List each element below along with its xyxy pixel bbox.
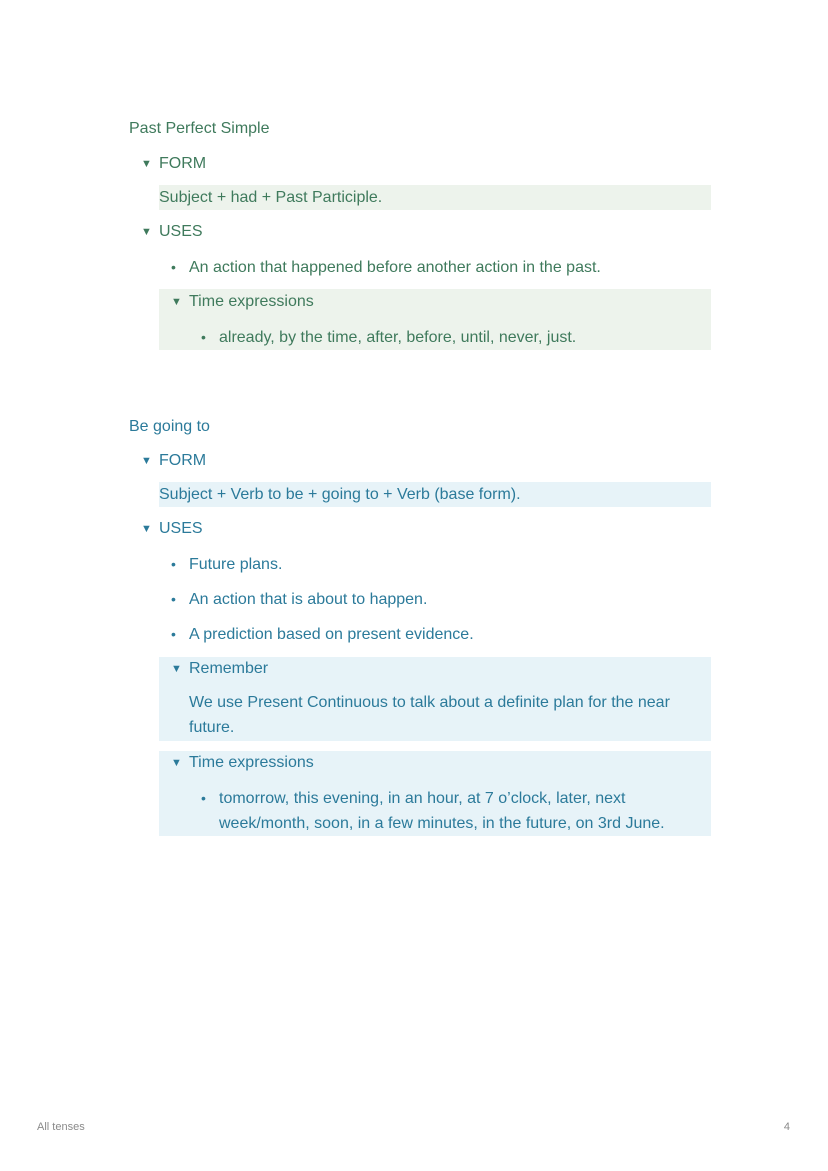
list-item	[171, 622, 709, 647]
toggle-form-past-perfect[interactable]	[141, 154, 206, 174]
list-item-text: tomorrow, this evening, in an hour, at 7 o’clock, later, next week/month, soon, in a few minutes, in the future, on 3rd June.	[219, 790, 665, 832]
section-title-going-to: Be going to	[129, 418, 210, 435]
list-item	[171, 255, 709, 280]
toggle-label: FORM	[159, 155, 207, 172]
bullet-icon: •	[171, 591, 176, 607]
list-item	[201, 325, 709, 350]
list-item	[201, 786, 704, 836]
list-item	[171, 552, 709, 577]
toggle-label: FORM	[159, 452, 207, 469]
triangle-down-icon: ▼	[141, 158, 152, 170]
triangle-down-icon: ▼	[171, 757, 182, 769]
toggle-form-going-to[interactable]	[141, 451, 206, 471]
bullet-icon: •	[171, 556, 176, 572]
triangle-down-icon: ▼	[141, 523, 152, 535]
triangle-down-icon: ▼	[141, 226, 152, 238]
toggle-label: Time expressions	[189, 293, 314, 310]
toggle-uses-past-perfect[interactable]	[141, 222, 203, 242]
triangle-down-icon: ▼	[141, 455, 152, 467]
bullet-icon: •	[171, 626, 176, 642]
list-item-text: An action that is about to happen.	[189, 591, 428, 608]
bullet-icon: •	[171, 259, 176, 275]
form-text-going-to: Subject + Verb to be + going to + Verb (base form).	[159, 486, 521, 503]
list-item	[171, 587, 709, 612]
toggle-time-expressions-past-perfect[interactable]	[171, 292, 314, 312]
list-item-text: Future plans.	[189, 556, 283, 573]
list-item-text: A prediction based on present evidence.	[189, 626, 474, 643]
toggle-remember[interactable]	[171, 659, 268, 679]
toggle-label: Remember	[189, 660, 269, 677]
bullet-icon: •	[201, 790, 206, 806]
footer-doc-title: All tenses	[37, 1121, 85, 1133]
toggle-label: USES	[159, 520, 203, 537]
remember-text: We use Present Continuous to talk about a definite plan for the near future.	[189, 694, 670, 736]
triangle-down-icon: ▼	[171, 663, 182, 675]
footer-page-number: 4	[783, 1121, 790, 1133]
toggle-uses-going-to[interactable]	[141, 519, 203, 539]
form-text-past-perfect: Subject + had + Past Participle.	[159, 189, 383, 206]
list-item-text: already, by the time, after, before, until, never, just.	[219, 329, 577, 346]
toggle-time-expressions-going-to[interactable]	[171, 753, 314, 773]
toggle-label: Time expressions	[189, 754, 314, 771]
bullet-icon: •	[201, 329, 206, 345]
triangle-down-icon: ▼	[171, 296, 182, 308]
list-item-text: An action that happened before another action in the past.	[189, 259, 601, 276]
section-title-past-perfect: Past Perfect Simple	[129, 120, 270, 137]
toggle-label: USES	[159, 223, 203, 240]
